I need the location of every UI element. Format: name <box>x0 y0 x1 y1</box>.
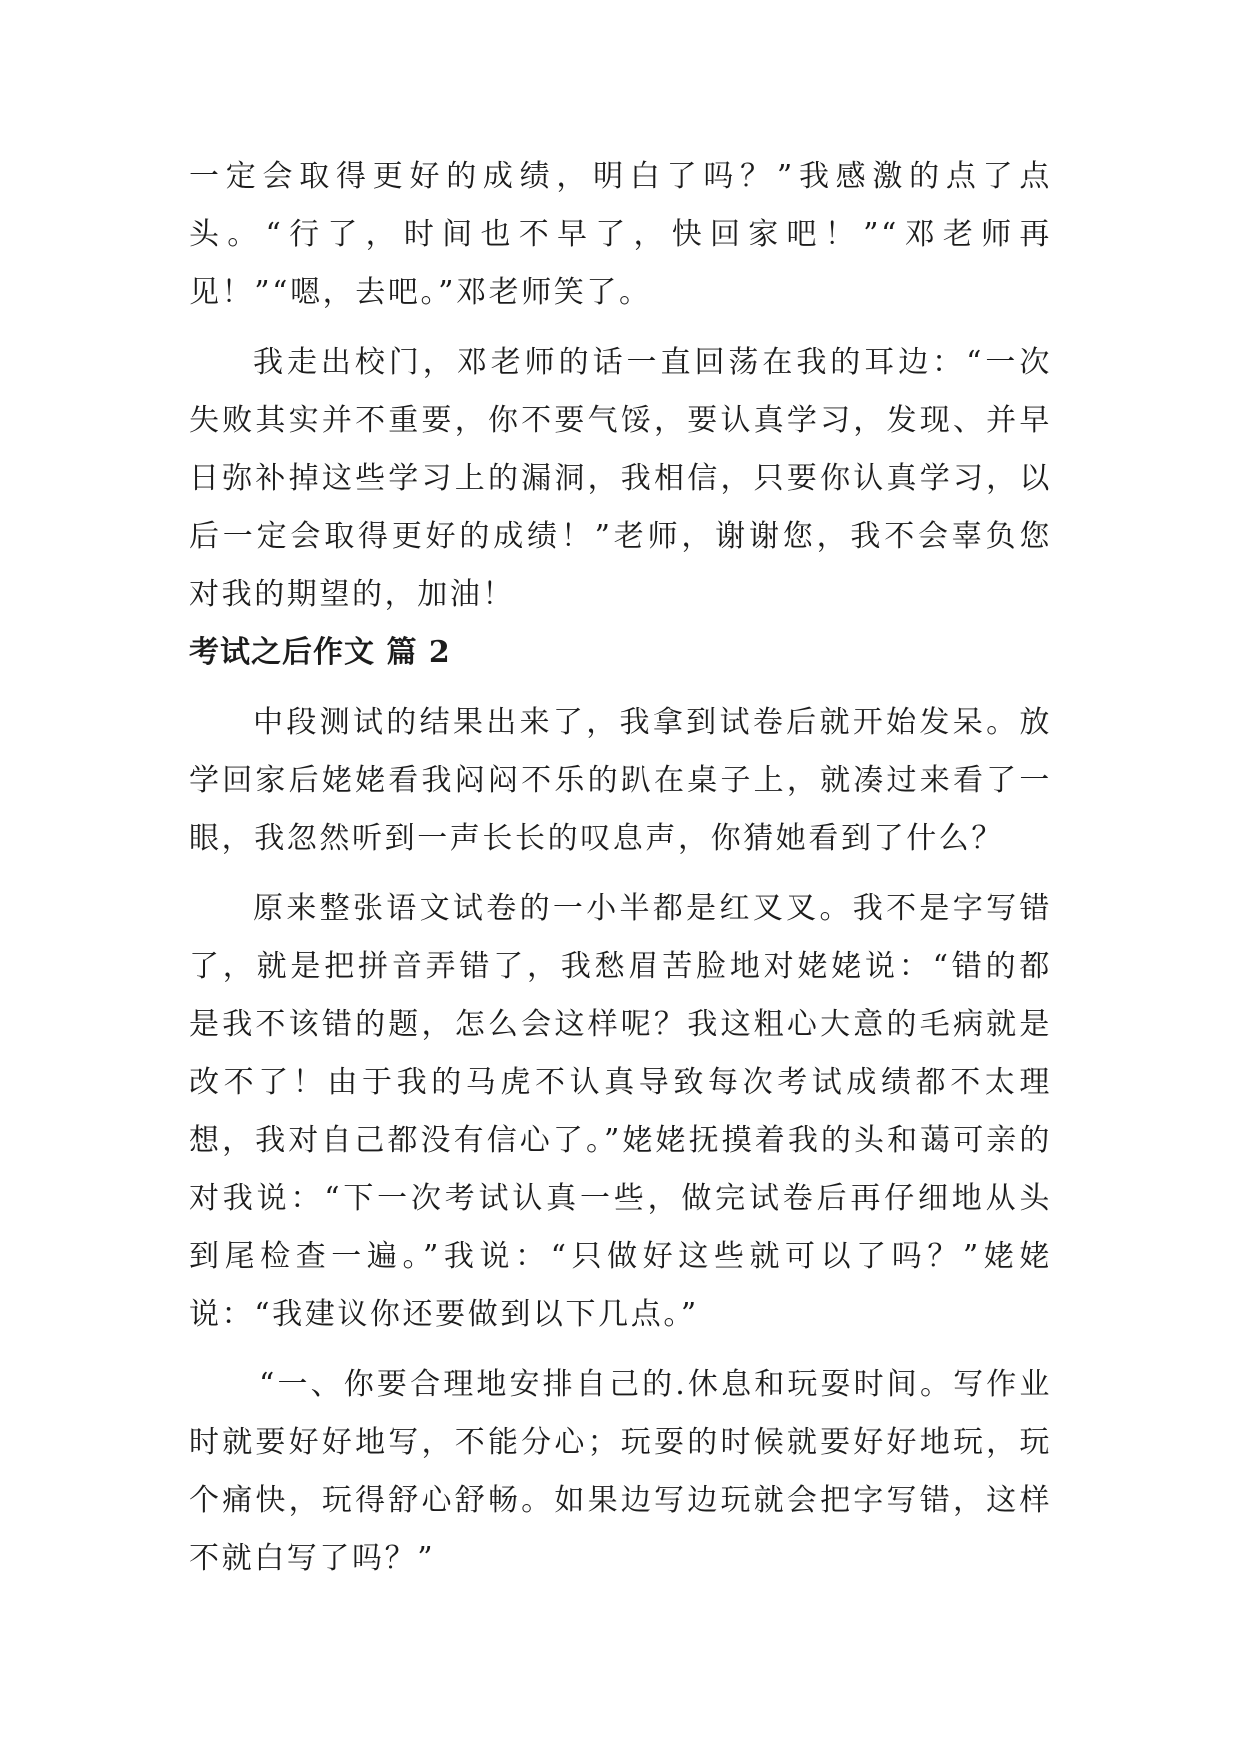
paragraph-red-crosses: 原来整张语文试卷的一小半都是红叉叉。我不是字写错了，就是把拼音弄错了，我愁眉苦脸地对姥姥说：“错的都是我不该错的题，怎么会这样呢？我这粗心大意的毛病就是改不了！由于我的马虎不认真导致每次考试成绩都不太理想，我对自己都没有信心了。”姥姥抚摸着我的头和蔼可亲的对我说：“下一次考试认真一些，做完试卷后再仔细地从头到尾检查一遍。”我说：“只做好这些就可以了吗？”姥姥说：“我建议你还要做到以下几点。” <box>189 891 1052 1332</box>
section-heading: 考试之后作文 篇 2 <box>189 635 451 670</box>
paragraph-midterm-results: 中段测试的结果出来了，我拿到试卷后就开始发呆。放学回家后姥姥看我闷闷不乐的趴在桌子上，就凑过来看了一眼，我忽然听到一声长长的叹息声，你猜她看到了什么？ <box>189 705 1052 856</box>
paragraph-continuation: 一定会取得更好的成绩，明白了吗？”我感激的点了点头。“行了，时间也不早了，快回家吧！”“邓老师再见！”“嗯，去吧。”邓老师笑了。 <box>189 159 1052 310</box>
document-body <box>189 148 1052 1588</box>
paragraph-advice-one: “一、你要合理地安排自己的.休息和玩耍时间。写作业时就要好好地写，不能分心；玩耍的时候就要好好地玩，玩个痛快，玩得舒心舒畅。如果边写边玩就会把字写错，这样不就白写了吗？” <box>189 1367 1052 1576</box>
paragraph-teacher-words: 我走出校门，邓老师的话一直回荡在我的耳边：“一次失败其实并不重要，你不要气馁，要认真学习，发现、并早日弥补掉这些学习上的漏洞，我相信，只要你认真学习，以后一定会取得更好的成绩！”老师，谢谢您，我不会辜负您对我的期望的，加油！ <box>189 345 1052 612</box>
